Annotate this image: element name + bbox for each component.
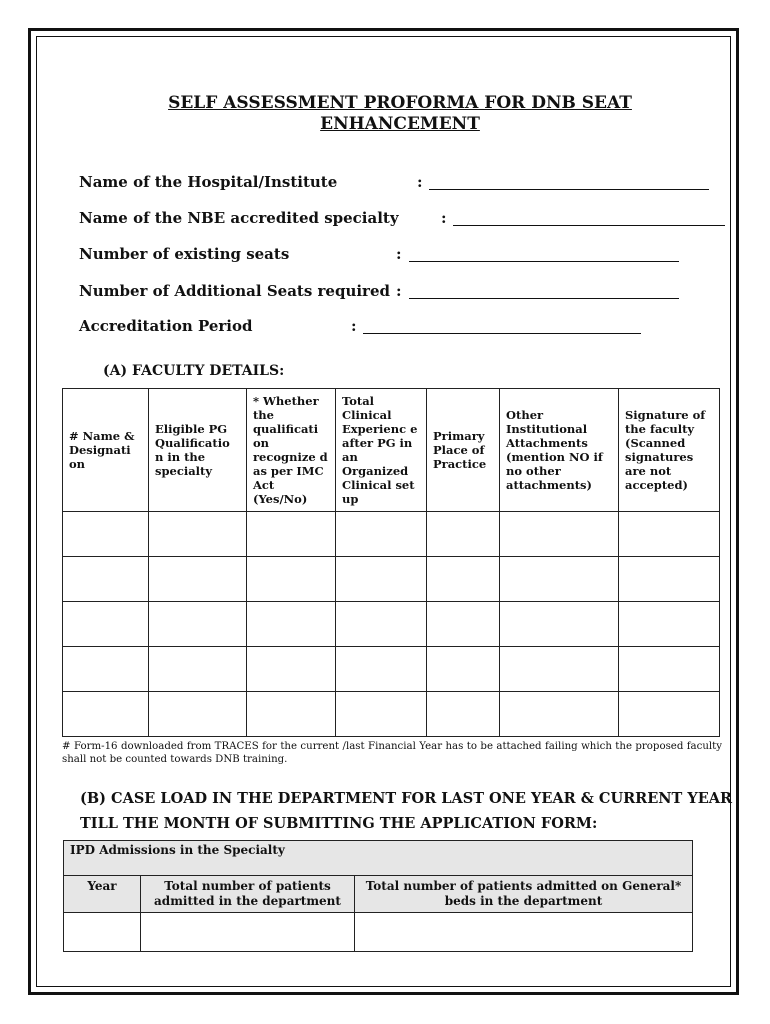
field-label: Number of existing seats [79, 245, 290, 263]
table-cell[interactable] [336, 512, 427, 557]
specialty-input-line[interactable] [453, 225, 725, 226]
document-title [120, 93, 680, 135]
table-row [64, 913, 693, 952]
faculty-header-row [63, 389, 720, 512]
faculty-section-heading: (A) FACULTY DETAILS: [103, 363, 285, 379]
table-cell[interactable] [149, 557, 247, 602]
table-cell[interactable] [500, 557, 619, 602]
table-cell[interactable] [500, 602, 619, 647]
col-imc-recognized: * Whether the qualificati on recognize d as per IMC Act (Yes/No) [247, 389, 336, 512]
table-cell[interactable] [63, 692, 149, 737]
col-general-beds: Total number of patients admitted on General* beds in the department [355, 876, 693, 913]
col-total-patients: Total number of patients admitted in the department [141, 876, 355, 913]
table-cell[interactable] [247, 512, 336, 557]
table-cell[interactable] [336, 602, 427, 647]
table-cell[interactable] [500, 647, 619, 692]
table-cell[interactable] [619, 602, 720, 647]
table-cell[interactable] [355, 913, 693, 952]
col-clinical-experience: Total Clinical Experienc e after PG in an Organized Clinical set up [336, 389, 427, 512]
title-line-2: ENHANCEMENT [320, 114, 480, 134]
col-primary-place: Primary Place of Practice [427, 389, 500, 512]
table-cell[interactable] [63, 602, 149, 647]
form16-note: # Form-16 downloaded from TRACES for the current /last Financial Year has to be attached failing which the proposed faculty shall not be counted towards DNB training. [62, 741, 722, 765]
table-row [63, 692, 720, 737]
field-label: Name of the NBE accredited specialty [79, 209, 399, 227]
table-cell[interactable] [336, 692, 427, 737]
table-cell[interactable] [149, 512, 247, 557]
table-cell[interactable] [500, 512, 619, 557]
table-cell[interactable] [500, 692, 619, 737]
table-cell[interactable] [619, 512, 720, 557]
col-name-designation: # Name & Designati on [63, 389, 149, 512]
field-colon: : [351, 317, 357, 335]
col-year: Year [64, 876, 141, 913]
table-cell[interactable] [247, 692, 336, 737]
table-cell[interactable] [64, 913, 141, 952]
table-cell[interactable] [247, 602, 336, 647]
accreditation-period-input-line[interactable] [363, 333, 641, 334]
hospital-name-input-line[interactable] [429, 189, 709, 190]
table-cell[interactable] [619, 647, 720, 692]
table-cell[interactable] [336, 557, 427, 602]
col-eligible-pg: Eligible PG Qualificatio n in the specialty [149, 389, 247, 512]
ipd-table-title: IPD Admissions in the Specialty [64, 841, 693, 876]
field-colon: : [441, 209, 447, 227]
field-label: Name of the Hospital/Institute [79, 173, 338, 191]
table-row [63, 647, 720, 692]
field-label: Accreditation Period [79, 317, 253, 335]
caseload-heading-line-1: (B) CASE LOAD IN THE DEPARTMENT FOR LAST ONE YEAR & CURRENT YEAR [80, 790, 733, 807]
ipd-admissions-table [63, 840, 693, 952]
table-cell[interactable] [149, 647, 247, 692]
table-row [63, 557, 720, 602]
existing-seats-input-line[interactable] [409, 261, 679, 262]
table-cell[interactable] [63, 557, 149, 602]
table-cell[interactable] [247, 557, 336, 602]
ipd-header-row [64, 876, 693, 913]
table-row [63, 602, 720, 647]
col-other-attachments: Other Institutional Attachments (mention NO if no other attachments) [500, 389, 619, 512]
table-cell[interactable] [427, 557, 500, 602]
table-cell[interactable] [149, 692, 247, 737]
table-cell[interactable] [619, 692, 720, 737]
table-cell[interactable] [619, 557, 720, 602]
caseload-heading-line-2: TILL THE MONTH OF SUBMITTING THE APPLICATION FORM: [80, 815, 598, 832]
table-cell[interactable] [336, 647, 427, 692]
field-colon: : [396, 245, 402, 263]
table-cell[interactable] [427, 512, 500, 557]
field-label: Number of Additional Seats required [79, 282, 390, 300]
table-cell[interactable] [63, 647, 149, 692]
table-cell[interactable] [141, 913, 355, 952]
table-cell[interactable] [63, 512, 149, 557]
field-colon: : [396, 282, 402, 300]
table-cell[interactable] [427, 602, 500, 647]
table-cell[interactable] [427, 692, 500, 737]
table-cell[interactable] [427, 647, 500, 692]
faculty-table [62, 388, 720, 737]
table-cell[interactable] [149, 602, 247, 647]
table-cell[interactable] [247, 647, 336, 692]
additional-seats-input-line[interactable] [409, 298, 679, 299]
field-colon: : [417, 173, 423, 191]
title-line-1: SELF ASSESSMENT PROFORMA FOR DNB SEAT [168, 93, 632, 113]
col-signature: Signature of the faculty (Scanned signatures are not accepted) [619, 389, 720, 512]
table-row [63, 512, 720, 557]
